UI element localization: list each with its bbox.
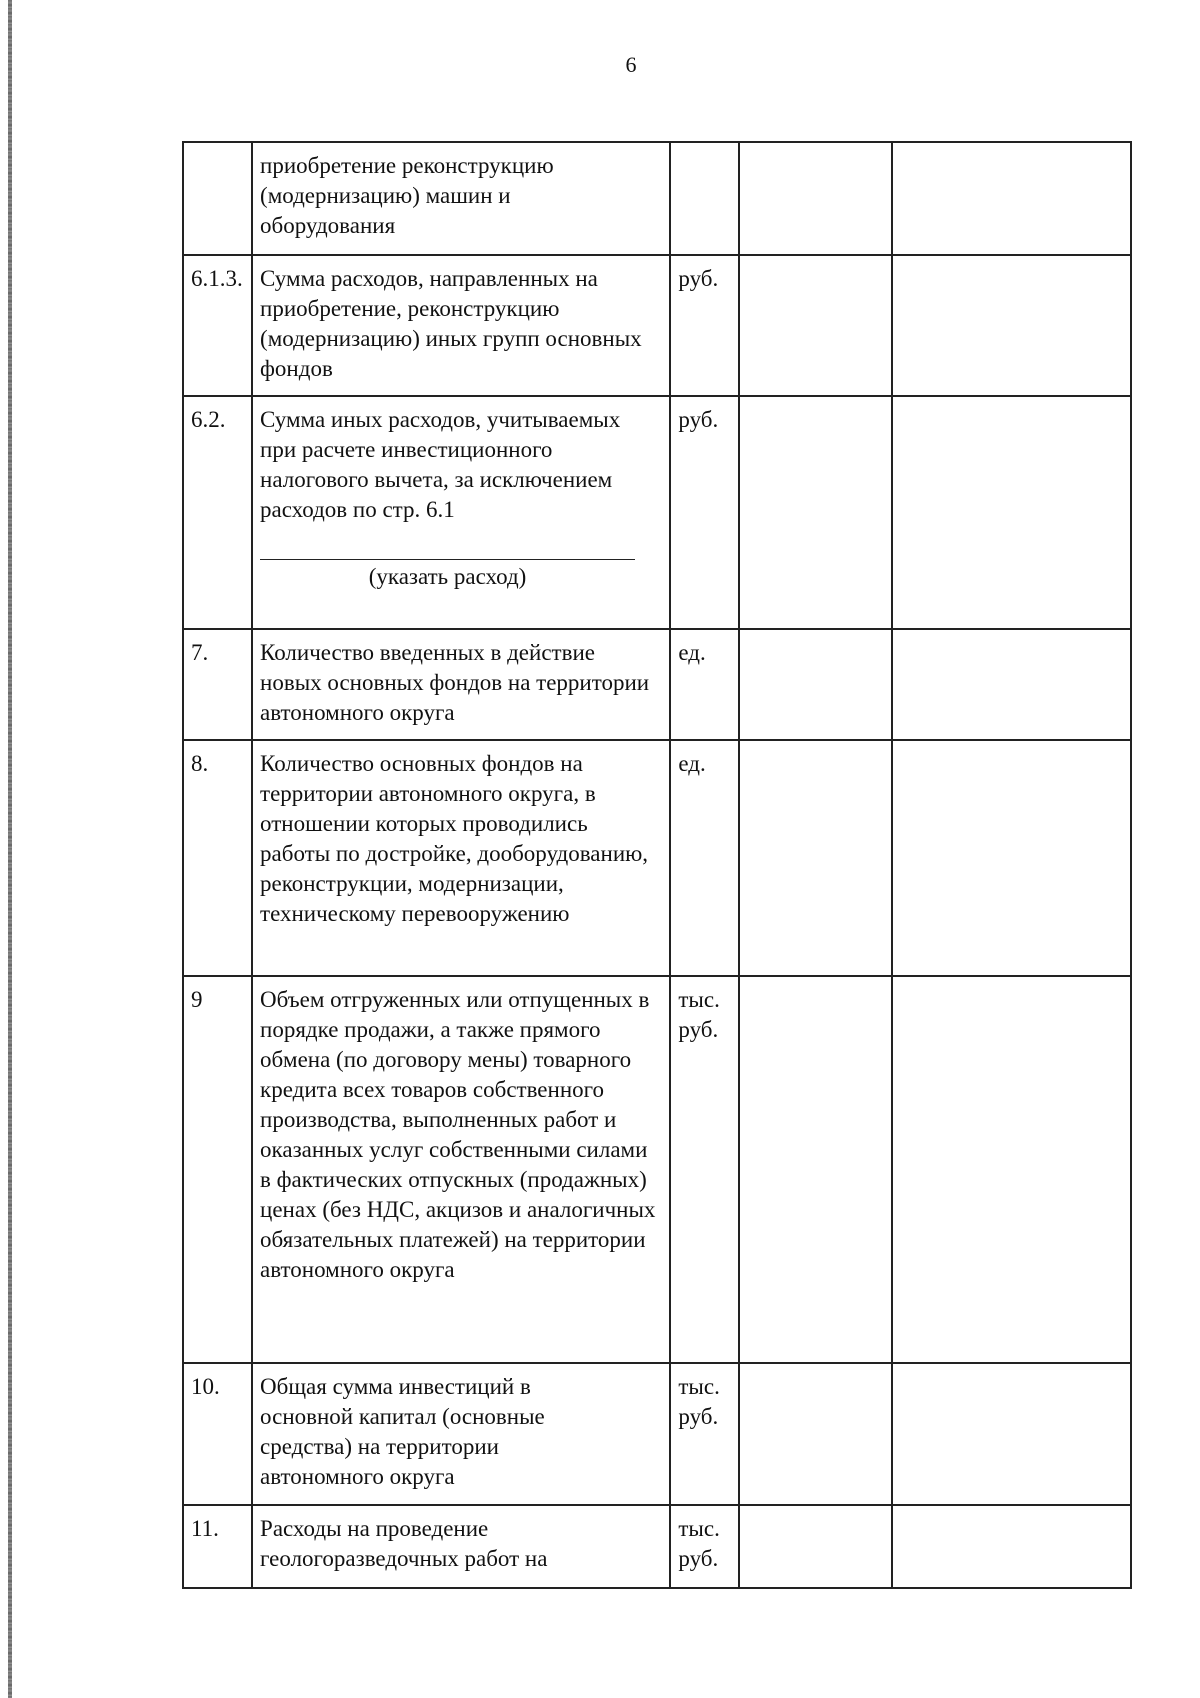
- row-description: [252, 629, 670, 740]
- row-number: 11.: [183, 1505, 252, 1588]
- row-description: [252, 255, 670, 396]
- table-row: [183, 976, 1131, 1363]
- row-description-text: Общая сумма инвестиций в основной капитал (основные средства) на территории автономного округа: [260, 1374, 545, 1489]
- row-description: [252, 1363, 670, 1505]
- row-unit: тыс. руб.: [670, 976, 739, 1363]
- row-number: 9: [183, 976, 252, 1363]
- row-description-text: Сумма иных расходов, учитываемых при расчете инвестиционного налогового вычета, за исключением расходов по стр. 6.1: [260, 407, 621, 522]
- row-unit: ед.: [670, 629, 739, 740]
- row-description: [252, 740, 670, 976]
- value-cell-1[interactable]: [739, 396, 892, 629]
- row-unit: [670, 142, 739, 255]
- value-cell-2[interactable]: [892, 1363, 1131, 1505]
- row-description: [252, 976, 670, 1363]
- row-number: 8.: [183, 740, 252, 976]
- row-number: 6.1.3.: [183, 255, 252, 396]
- value-cell-2[interactable]: [892, 1505, 1131, 1588]
- value-cell-2[interactable]: [892, 740, 1131, 976]
- value-cell-1[interactable]: [739, 740, 892, 976]
- value-cell-2[interactable]: [892, 142, 1131, 255]
- value-cell-2[interactable]: [892, 976, 1131, 1363]
- page-number: 6: [625, 52, 637, 77]
- row-description: [252, 396, 670, 629]
- row-description-text: Количество основных фондов на территории автономного округа, в отношении которых проводились работы по достройке, дооборудованию, реконструкции, модернизации, техническому перевооружению: [260, 751, 649, 926]
- value-cell-1[interactable]: [739, 142, 892, 255]
- value-cell-2[interactable]: [892, 396, 1131, 629]
- row-number: 7.: [183, 629, 252, 740]
- report-table: [182, 141, 1132, 1589]
- scan-edge: [8, 0, 12, 1698]
- row-unit: руб.: [670, 255, 739, 396]
- table-row: [183, 1363, 1131, 1505]
- value-cell-1[interactable]: [739, 255, 892, 396]
- row-description-text: Расходы на проведение геологоразведочных работ на: [260, 1516, 548, 1571]
- row-unit: ед.: [670, 740, 739, 976]
- expense-input-caption: (указать расход): [368, 564, 527, 589]
- value-cell-1[interactable]: [739, 1505, 892, 1588]
- row-unit: тыс. руб.: [670, 1505, 739, 1588]
- table-row: [183, 1505, 1131, 1588]
- value-cell-1[interactable]: [739, 1363, 892, 1505]
- expense-input-line[interactable]: [260, 559, 635, 560]
- table-row: [183, 142, 1131, 255]
- row-number: [183, 142, 252, 255]
- row-description-text: Количество введенных в действие новых основных фондов на территории автономного округа: [260, 640, 650, 725]
- row-description-text: приобретение реконструкцию (модернизацию) машин и оборудования: [260, 153, 554, 238]
- value-cell-2[interactable]: [892, 255, 1131, 396]
- value-cell-2[interactable]: [892, 629, 1131, 740]
- row-unit: руб.: [670, 396, 739, 629]
- row-description-text: Объем отгруженных или отпущенных в порядке продажи, а также прямого обмена (по договору мены) товарного кредита всех товаров собственного производства, выполненных работ и оказанных услуг собственными силами в фактических отпускных (продажных) ценах (без НДС, акцизов и аналогичных обязательных платежей) на территории автономного округа: [260, 987, 656, 1282]
- row-description-text: Сумма расходов, направленных на приобретение, реконструкцию (модернизацию) иных групп основных фондов: [260, 266, 642, 381]
- row-unit: тыс. руб.: [670, 1363, 739, 1505]
- row-description: [252, 1505, 670, 1588]
- value-cell-1[interactable]: [739, 629, 892, 740]
- table-row: [183, 629, 1131, 740]
- row-number: 6.2.: [183, 396, 252, 629]
- row-description: [252, 142, 670, 255]
- table-row: [183, 740, 1131, 976]
- row-number: 10.: [183, 1363, 252, 1505]
- table-row: [183, 255, 1131, 396]
- value-cell-1[interactable]: [739, 976, 892, 1363]
- table-row: [183, 396, 1131, 629]
